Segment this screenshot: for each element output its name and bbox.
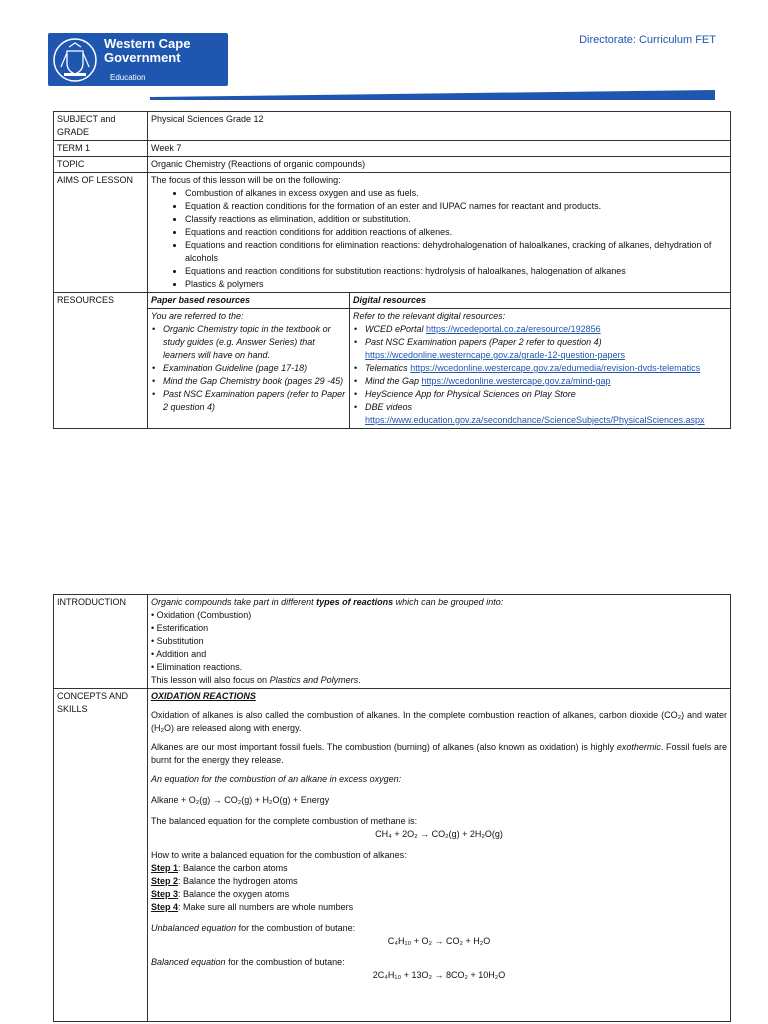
paper-resources-intro: You are referred to the: [151, 311, 244, 321]
step-item: Step 1: Balance the carbon atoms [151, 863, 288, 873]
reaction-type-item: • Addition and [151, 649, 207, 659]
aims-item: • Equations and reaction conditions for elimination reactions: dehydrohalogenation of haloalkanes, cracking of alkanes, dehydration of alcohols [185, 239, 727, 265]
paper-resources-list [151, 323, 346, 414]
coat-of-arms-icon [52, 37, 98, 83]
subject-label: SUBJECT and GRADE [54, 112, 148, 141]
aims-intro: The focus of this lesson will be on the following: [151, 175, 341, 185]
subject-row [54, 112, 731, 141]
paper-resource-item: • Organic Chemistry topic in the textbook or study guides (e.g. Answer Series) that learners will have on hand. [151, 323, 346, 362]
paragraph: How to write a balanced equation for the combustion of alkanes: [151, 850, 407, 860]
term-value: Week 7 [148, 141, 731, 157]
equation: C₄H₁₀ + O₂ → CO₂ + H₂O [387, 936, 491, 946]
org-sub: Education [110, 73, 146, 82]
digital-resource-text: Telematics [365, 363, 411, 373]
introduction-row [54, 595, 731, 689]
dbe-videos-link[interactable]: https://www.education.gov.za/secondchance/ScienceSubjects/PhysicalSciences.aspx [365, 415, 705, 425]
lesson-plan-table [53, 111, 731, 429]
subject-value: Physical Sciences Grade 12 [148, 112, 731, 141]
government-logo [48, 33, 228, 86]
digital-resource-text: WCED ePortal [365, 324, 427, 334]
paragraph: Alkanes are our most important fossil fuels. The combustion (burning) of alkanes (also known as oxidation) is highly exothermic. Fossil fuels are burnt for the energy they release. [151, 742, 727, 765]
digital-resource-text: Mind the Gap [365, 376, 422, 386]
equation: 2C₄H₁₀ + 13O₂ → 8CO₂ + 10H₂O [372, 970, 506, 980]
digital-resource-item [353, 336, 727, 362]
aims-item: • Classify reactions as elimination, addition or substitution. [185, 213, 727, 226]
introduction-label: INTRODUCTION [54, 595, 148, 689]
paragraph: The balanced equation for the complete combustion of methane is: [151, 816, 418, 826]
resources-row [54, 309, 731, 429]
header-accent-bar [150, 90, 715, 100]
paper-resources-heading: Paper based resources [148, 293, 350, 309]
mind-the-gap-link[interactable]: https://wcedonline.westercape.gov.za/mind-gap [421, 376, 611, 386]
introduction-closing: This lesson will also focus on Plastics and Polymers. [151, 675, 361, 685]
digital-resource-item [353, 323, 727, 336]
aims-item: • Equation & reaction conditions for the formation of an ester and IUPAC names for reactant and products. [185, 200, 727, 213]
paragraph: Oxidation of alkanes is also called the combustion of alkanes. In the complete combustion reaction of alkanes, carbon dioxide (CO₂) and water (H₂O) are released along with energy. [151, 710, 727, 733]
digital-resource-item [353, 375, 727, 388]
digital-resource-text: HeyScience App for Physical Sciences on Play Store [365, 389, 576, 399]
aims-content [148, 173, 731, 293]
term-label: TERM 1 [54, 141, 148, 157]
reaction-type-item: • Oxidation (Combustion) [151, 610, 252, 620]
digital-resources-list [353, 323, 727, 427]
topic-row [54, 157, 731, 173]
concepts-table [53, 594, 731, 1022]
aims-item: • Combustion of alkanes in excess oxygen and use as fuels. [185, 187, 727, 200]
concepts-label: CONCEPTS AND SKILLS [54, 689, 148, 1022]
paragraph: Unbalanced equation for the combustion of butane: [151, 923, 356, 933]
concepts-row [54, 689, 731, 1022]
paragraph: Balanced equation for the combustion of butane: [151, 957, 345, 967]
introduction-content [148, 595, 731, 689]
wced-eportal-link[interactable]: https://wcedeportal.co.za/eresource/192856 [426, 324, 601, 334]
reaction-type-item: • Elimination reactions. [151, 662, 243, 672]
paper-resource-item: • Mind the Gap Chemistry book (pages 29 -45) [151, 375, 346, 388]
digital-resources [350, 309, 731, 429]
paragraph: An equation for the combustion of an alkane in excess oxygen: [151, 774, 402, 784]
paper-resource-item: • Examination Guideline (page 17-18) [151, 362, 346, 375]
topic-value: Organic Chemistry (Reactions of organic compounds) [148, 157, 731, 173]
paper-resource-item: • Past NSC Examination papers (refer to Paper 2 question 4) [151, 388, 346, 414]
directorate-label: Directorate: Curriculum FET [579, 34, 716, 46]
concepts-content [148, 689, 731, 1022]
resources-label: RESOURCES [54, 293, 148, 429]
equation: CH₄ + 2O₂ → CO₂(g) + 2H₂O(g) [375, 829, 503, 839]
paper-resources [148, 309, 350, 429]
reaction-type-item: • Substitution [151, 636, 204, 646]
aims-item: • Equations and reaction conditions for addition reactions of alkenes. [185, 226, 727, 239]
aims-list [151, 187, 727, 291]
aims-item: • Equations and reaction conditions for substitution reactions: hydrolysis of haloalkanes, halogenation of alkanes [185, 265, 727, 278]
topic-label: TOPIC [54, 157, 148, 173]
org-name: Western Cape Government [104, 36, 191, 65]
digital-resource-item [353, 362, 727, 375]
term-row [54, 141, 731, 157]
introduction-lead: Organic compounds take part in different types of reactions which can be grouped into: [151, 597, 504, 607]
digital-resource-text: DBE videos [365, 402, 413, 412]
digital-resource-text: Past NSC Examination papers (Paper 2 refer to question 4) [365, 337, 602, 347]
oxidation-heading: OXIDATION REACTIONS [151, 691, 256, 701]
step-item: Step 2: Balance the hydrogen atoms [151, 876, 298, 886]
aims-item: • Plastics & polymers [185, 278, 727, 291]
aims-label: AIMS OF LESSON [54, 173, 148, 293]
aims-row [54, 173, 731, 293]
step-item: Step 3: Balance the oxygen atoms [151, 889, 290, 899]
step-item: Step 4: Make sure all numbers are whole numbers [151, 902, 354, 912]
digital-resource-item [353, 401, 727, 427]
digital-resources-intro: Refer to the relevant digital resources: [353, 311, 506, 321]
equation: Alkane + O₂(g) → CO₂(g) + H₂O(g) + Energy [151, 795, 330, 805]
question-papers-link[interactable]: https://wcedonline.westerncape.gov.za/grade-12-question-papers [365, 350, 625, 360]
reaction-type-item: • Esterification [151, 623, 209, 633]
digital-resource-item [353, 388, 727, 401]
digital-resources-heading: Digital resources [350, 293, 731, 309]
resources-heading-row [54, 293, 731, 309]
telematics-link[interactable]: https://wcedonline.westercape.gov.za/edumedia/revision-dvds-telematics [410, 363, 701, 373]
